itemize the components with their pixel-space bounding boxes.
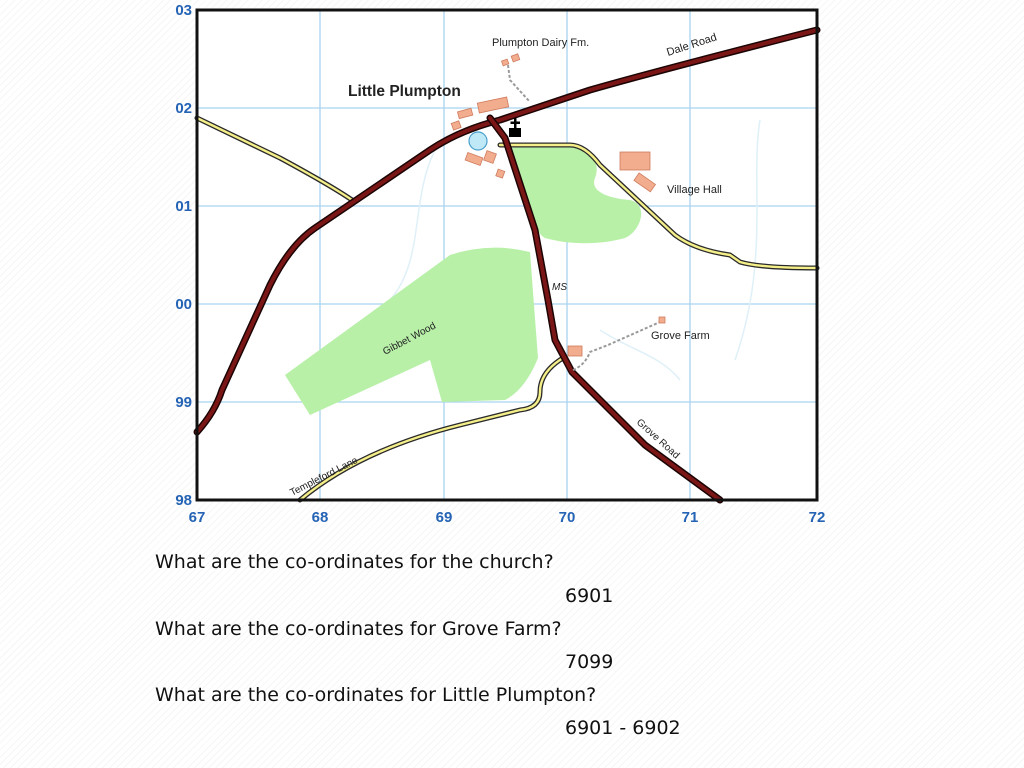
map — [160, 0, 840, 530]
northing-label-02: 02 — [175, 100, 192, 117]
northing-label-00: 00 — [175, 296, 192, 313]
question-little-plumpton: What are the co-ordinates for Little Plumpton? — [155, 684, 597, 706]
map-svg — [160, 0, 840, 530]
label-little-plumpton: Little Plumpton — [348, 83, 461, 100]
label-dale-road: Dale Road — [665, 31, 719, 59]
pond — [469, 132, 487, 150]
easting-label-69: 69 — [435, 509, 453, 526]
easting-label-68: 68 — [311, 509, 329, 526]
question-church: What are the co-ordinates for the church? — [155, 551, 554, 573]
label-grove-farm: Grove Farm — [651, 330, 710, 342]
northing-label-03: 03 — [175, 2, 192, 19]
label-templeford-lane: Templeford Lane — [288, 455, 360, 499]
answer-little-plumpton: 6901 - 6902 — [565, 717, 681, 739]
easting-label-72: 72 — [808, 509, 826, 526]
northing-label-01: 01 — [175, 198, 192, 215]
easting-label-70: 70 — [558, 509, 576, 526]
label-grove-road: Grove Road — [633, 417, 682, 462]
answer-church: 6901 — [565, 585, 614, 607]
easting-label-71: 71 — [681, 509, 699, 526]
easting-label-67: 67 — [188, 509, 206, 526]
label-village-hall: Village Hall — [667, 184, 722, 196]
answer-grove-farm: 7099 — [565, 651, 614, 673]
questions-section — [0, 548, 1024, 748]
question-grove-farm: What are the co-ordinates for Grove Farm? — [155, 618, 562, 640]
northing-label-98: 98 — [175, 492, 192, 509]
label-gibbet-wood: Gibbet Wood — [381, 320, 438, 358]
label-ms: MS — [552, 282, 567, 293]
label-plumpton-dairy: Plumpton Dairy Fm. — [492, 37, 590, 49]
northing-label-99: 99 — [175, 394, 192, 411]
